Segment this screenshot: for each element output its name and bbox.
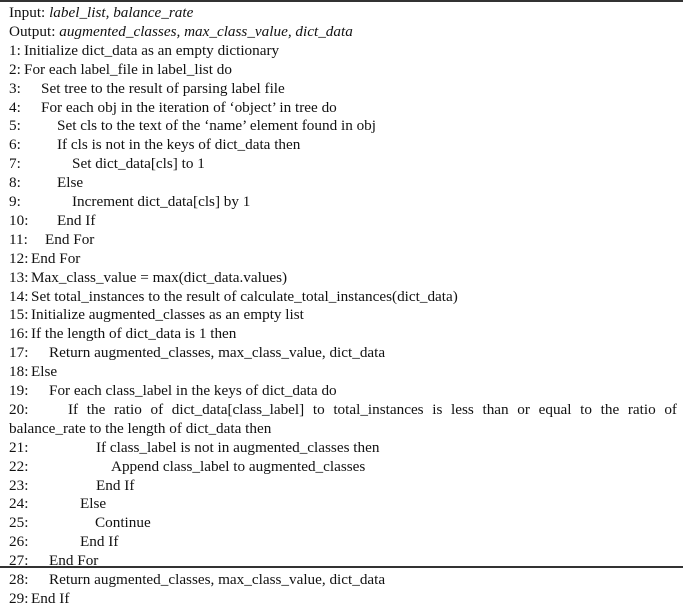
step-number: 17: [9,344,29,362]
step-number: 6: [9,136,21,154]
step-text: End For [31,249,81,267]
step-text: Else [80,495,107,513]
step-first-row [9,401,677,420]
step-text: Initialize dict_data as an empty dictionary [24,41,280,59]
step-text: Increment dict_data[cls] by 1 [72,193,251,210]
step-number: 29: [9,589,29,607]
step-number: 21: [9,438,29,456]
step-text: End For [45,230,95,248]
step-number: 12: [9,249,29,267]
step-number: 24: [9,495,29,513]
step-text: Continue [95,514,151,532]
step-number: 1: [9,41,21,59]
step-text: Max_class_value = max(dict_data.values) [31,268,288,286]
step-number: 20: [9,400,29,418]
step-number: 2: [9,60,21,78]
step-text: If the length of dict_data is 1 then [31,325,237,343]
step-text: If class_label is not in augmented_classes then [96,438,380,456]
step-number: 9: [9,193,21,210]
step-number: 28: [9,571,29,588]
algorithm-output-line [9,23,677,42]
output-label: Output: [9,22,56,40]
input-value: label_list, balance_rate [49,4,194,21]
step-text-continued: balance_rate to the length of dict_data then [9,419,272,437]
step-text: Else [31,363,58,381]
step-text: For each class_label in the keys of dict_data do [49,382,337,399]
step-number: 3: [9,79,21,97]
step-number: 27: [9,552,29,570]
step-text: Initialize augmented_classes as an empty list [31,306,304,324]
step-number: 5: [9,117,21,135]
step-text: Append class_label to augmented_classes [111,457,366,475]
step-text: Set tree to the result of parsing label file [41,79,285,97]
step-text: End If [80,533,119,551]
step-number: 14: [9,287,29,305]
step-number: 4: [9,98,21,116]
step-number: 23: [9,476,29,494]
step-text: Return augmented_classes, max_class_value, dict_data [49,344,386,362]
step-text: If cls is not in the keys of dict_data then [57,136,301,154]
step-number: 26: [9,533,29,551]
step-number: 8: [9,174,21,192]
step-text: End If [57,211,96,229]
step-text: Else [57,174,84,192]
output-value: augmented_classes, max_class_value, dict_data [59,22,353,40]
algorithm-step-20 [9,401,677,439]
step-text: End For [49,552,99,570]
step-number: 18: [9,363,29,381]
step-text: Set cls to the text of the ‘name’ element found in obj [57,117,376,135]
step-number: 7: [9,155,21,173]
step-text: End If [96,476,135,494]
step-text: For each label_file in label_list do [24,60,232,78]
step-number: 25: [9,514,29,532]
step-text: Return augmented_classes, max_class_value, dict_data [49,571,386,588]
step-number: 15: [9,306,29,324]
step-number: 19: [9,382,29,399]
step-number: 10: [9,211,29,229]
algorithm-input-line [9,4,677,23]
step-number: 13: [9,268,29,286]
step-number: 22: [9,457,29,475]
step-text: End If [31,589,70,607]
step-text: For each obj in the iteration of ‘object’ in tree do [41,98,337,116]
step-text: Set dict_data[cls] to 1 [72,155,205,173]
step-text: If the ratio of dict_data[class_label] to total_instances is less than or equal to the ratio of [68,400,677,418]
step-number: 16: [9,325,29,343]
input-label: Input: [9,4,46,21]
step-text: Set total_instances to the result of calculate_total_instances(dict_data) [31,287,458,305]
step-number: 11: [9,230,28,248]
